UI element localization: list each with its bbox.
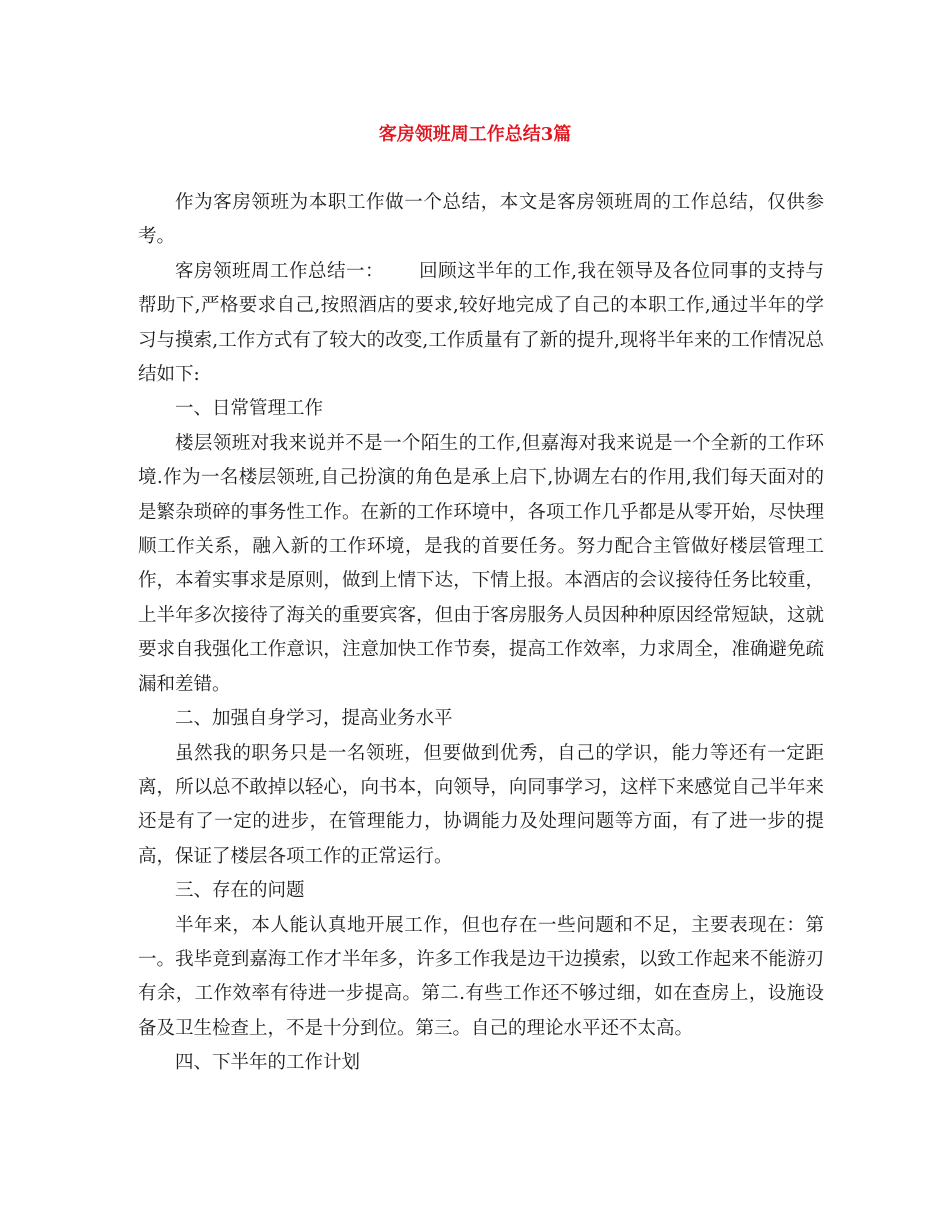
section-heading-problems: 三、存在的问题 bbox=[175, 880, 305, 902]
section-heading-daily-management: 一、日常管理工作 bbox=[175, 398, 324, 420]
paragraph-problems: 半年来，本人能认真地开展工作，但也存在一些问题和不足，主要表现在：第一。我毕竟到嘉海工作才半年多，许多工作我是边干边摸索，以致工作起来不能游刃有余，工作效率有待进一步提高。第二.有些工作还不够过细，如在查房上，设施设备及卫生检查上，不是十分到位。第三。自己的理论水平还不太高。 bbox=[138, 914, 824, 1039]
paragraph-summary-one: 客房领班周工作总结一： 回顾这半年的工作,我在领导及各位同事的支持与帮助下,严格要求自己,按照酒店的要求,较好地完成了自己的本职工作,通过半年的学习与摸索,工作方式有了较大的改变,工作质量有了新的提升,现将半年来的工作情况总结如下: bbox=[138, 260, 824, 386]
paragraph-self-study: 虽然我的职务只是一名领班，但要做到优秀，自己的学识，能力等还有一定距离，所以总不敢掉以轻心，向书本，向领导，向同事学习，这样下来感觉自己半年来还是有了一定的进步，在管理能力，协调能力及处理问题等方面，有了进一步的提高，保证了楼层各项工作的正常运行。 bbox=[138, 742, 824, 867]
section-heading-next-half-plan: 四、下半年的工作计划 bbox=[175, 1052, 361, 1074]
paragraph-intro: 作为客房领班为本职工作做一个总结，本文是客房领班周的工作总结，仅供参考。 bbox=[138, 192, 824, 248]
document-body bbox=[138, 186, 824, 1081]
section-heading-self-study: 二、加强自身学习，提高业务水平 bbox=[175, 708, 453, 730]
document-title: 客房领班周工作总结3篇 bbox=[378, 124, 572, 145]
paragraph-daily-management: 楼层领班对我来说并不是一个陌生的工作,但嘉海对我来说是一个全新的工作环境.作为一名楼层领班,自己扮演的角色是承上启下,协调左右的作用,我们每天面对的是繁杂琐碎的事务性工作。在新的工作环境中，各项工作几乎都是从零开始，尽快理顺工作关系，融入新的工作环境，是我的首要任务。努力配合主管做好楼层管理工作，本着实事求是原则，做到上情下达，下情上报。本酒店的会议接待任务比较重，上半年多次接待了海关的重要宾客，但由于客房服务人员因种种原因经常短缺，这就要求自我强化工作意识，注意加快工作节奏，提高工作效率，力求周全，准确避免疏漏和差错。 bbox=[138, 432, 824, 695]
